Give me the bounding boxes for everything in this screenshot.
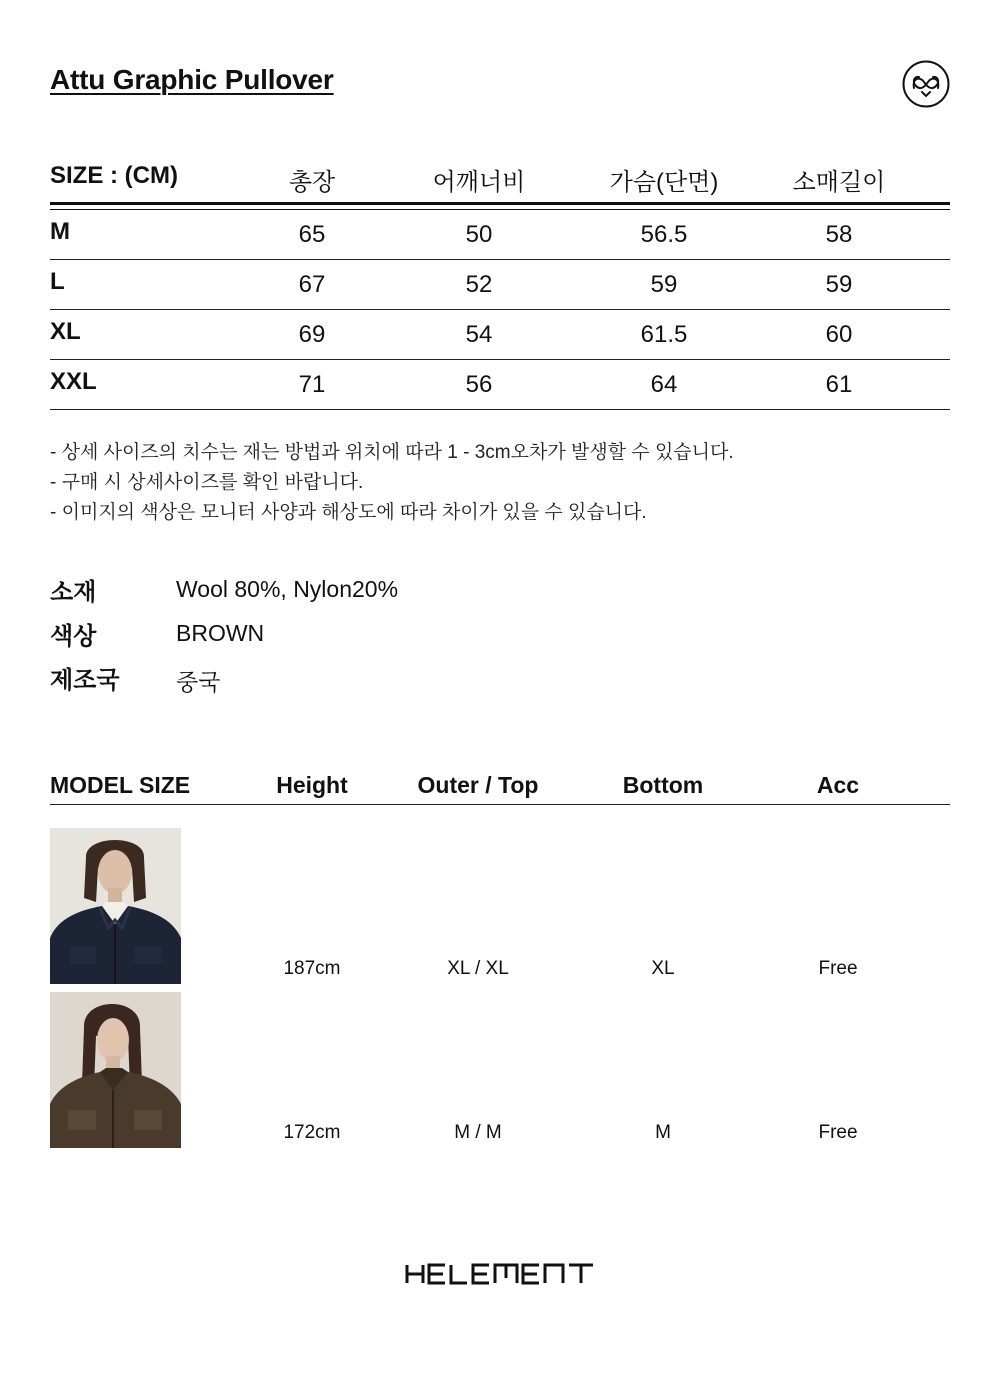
size-table (50, 150, 950, 410)
spec-value: Wool 80%, Nylon20% (176, 576, 399, 602)
size-header-length: 총장 (288, 169, 336, 196)
size-name: XL (50, 318, 81, 345)
spec-row-origin (50, 660, 650, 704)
spec-row-material (50, 572, 650, 616)
size-length: 65 (298, 221, 326, 248)
size-chest: 56.5 (640, 221, 688, 248)
table-row (50, 828, 950, 992)
size-header-shoulder: 어깨너비 (432, 169, 526, 196)
size-chest: 64 (650, 371, 678, 398)
size-table-header (50, 150, 950, 202)
size-shoulder: 56 (465, 371, 493, 398)
spec-row-color (50, 616, 650, 660)
model-size-table (50, 768, 950, 1156)
model-outer-top: M / M (454, 1122, 502, 1143)
brand-logo (405, 1262, 595, 1286)
note-line: - 이미지의 색상은 모니터 사양과 해상도에 따라 차이가 있을 수 있습니다. (50, 502, 647, 523)
product-title: Attu Graphic Pullover (50, 64, 334, 95)
size-length: 67 (298, 271, 326, 298)
table-row (50, 360, 950, 410)
model-photo-navy-jacket (50, 828, 181, 984)
table-row (50, 992, 950, 1156)
model-table-header (50, 768, 950, 805)
size-shoulder: 50 (465, 221, 493, 248)
model-acc: Free (818, 1122, 858, 1143)
size-sleeve: 59 (825, 271, 853, 298)
model-acc: Free (818, 958, 858, 979)
model-bottom: M (655, 1122, 671, 1143)
model-header-bottom: Bottom (622, 772, 704, 798)
size-name: XXL (50, 368, 97, 395)
spec-value: 중국 (176, 669, 221, 695)
size-header-sleeve: 소매길이 (792, 169, 886, 196)
spec-label: 색상 (50, 623, 97, 650)
size-length: 71 (298, 371, 326, 398)
size-header-chest: 가슴(단면) (609, 169, 719, 196)
note-line: - 구매 시 상세사이즈를 확인 바랍니다. (50, 472, 364, 493)
size-sleeve: 60 (825, 321, 853, 348)
size-sleeve: 61 (825, 371, 853, 398)
size-header-label: SIZE : (CM) (50, 162, 178, 189)
size-name: L (50, 268, 65, 295)
size-chest: 61.5 (640, 321, 688, 348)
model-header-outer-top: Outer / Top (417, 772, 539, 798)
spec-label: 제조국 (50, 667, 120, 694)
model-photo-brown-jacket (50, 992, 181, 1148)
size-shoulder: 54 (465, 321, 493, 348)
size-chest: 59 (650, 271, 678, 298)
size-sleeve: 58 (825, 221, 853, 248)
size-shoulder: 52 (465, 271, 493, 298)
table-row (50, 310, 950, 360)
model-height: 172cm (283, 1122, 341, 1143)
model-header-label: MODEL SIZE (50, 772, 191, 798)
note-line: - 상세 사이즈의 치수는 재는 방법과 위치에 따라 1 - 3cm오차가 발생할 수 있습니다. (50, 442, 734, 463)
header-divider (50, 202, 950, 210)
product-specs (50, 572, 650, 704)
spec-label: 소재 (50, 579, 97, 606)
model-outer-top: XL / XL (447, 958, 509, 979)
model-height: 187cm (283, 958, 341, 979)
table-row (50, 260, 950, 310)
brand-emblem-icon (902, 60, 950, 108)
model-header-height: Height (276, 772, 348, 798)
model-header-acc: Acc (816, 772, 860, 798)
spec-value: BROWN (176, 620, 265, 646)
size-notes (50, 438, 734, 528)
size-length: 69 (298, 321, 326, 348)
table-row (50, 210, 950, 260)
model-bottom: XL (651, 958, 675, 979)
size-name: M (50, 218, 70, 245)
